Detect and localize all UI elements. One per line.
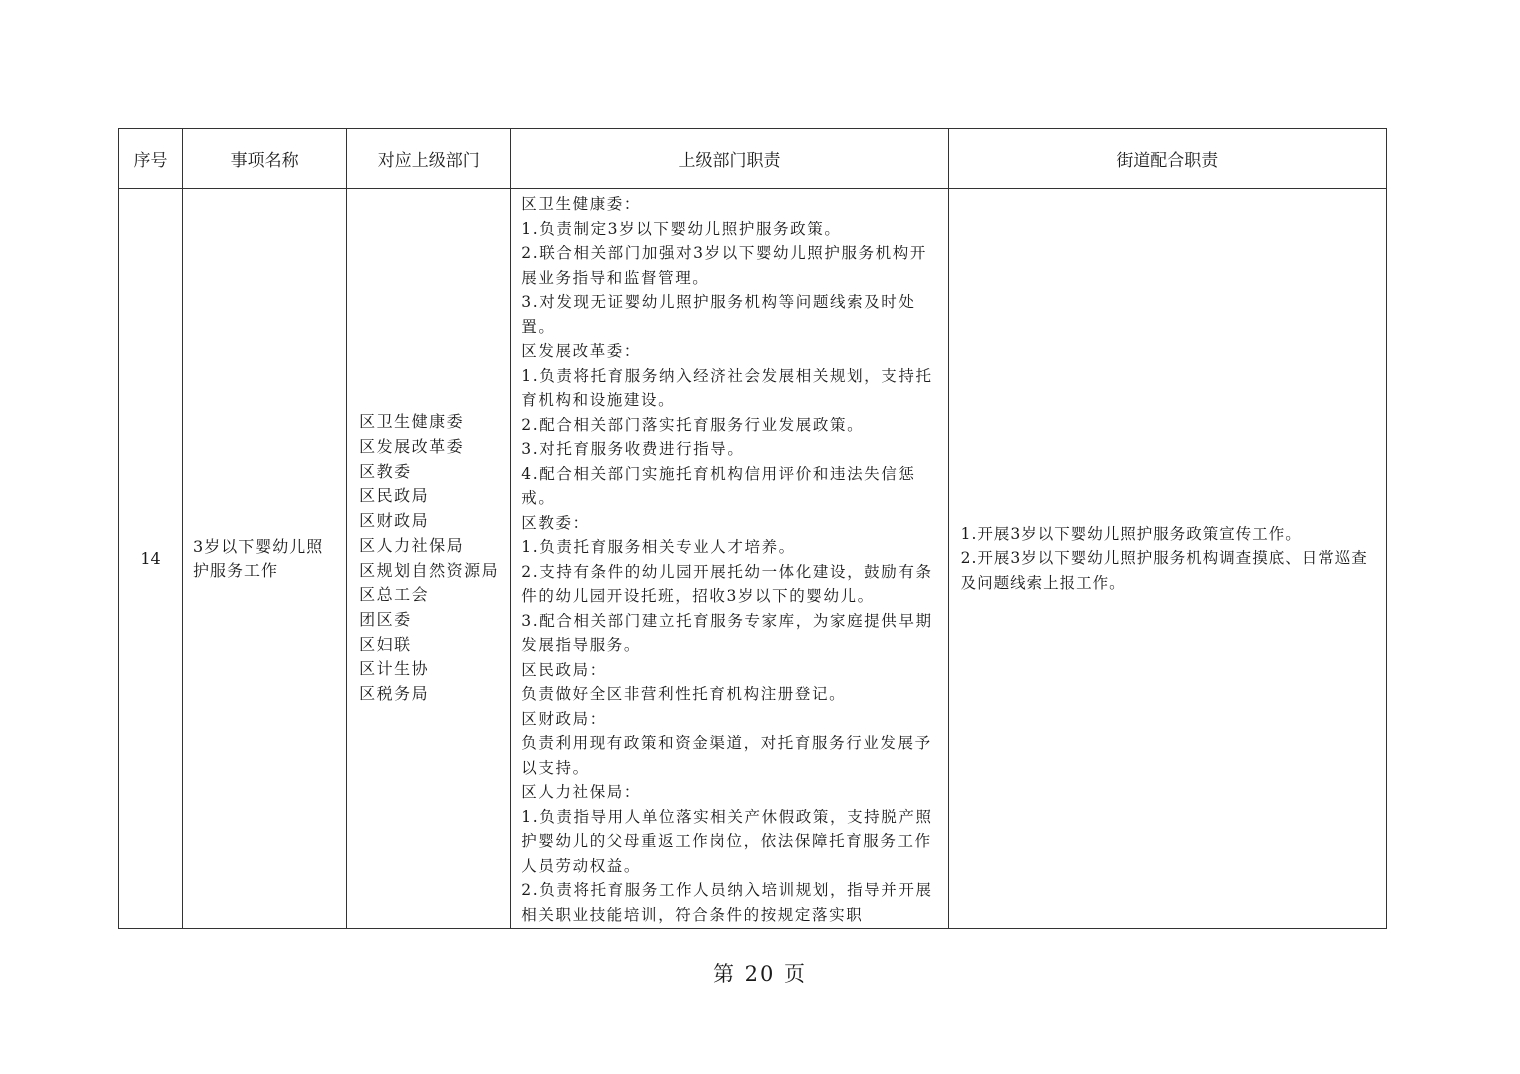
department-item: 区人力社保局 <box>359 535 465 555</box>
department-item: 团区委 <box>359 609 412 629</box>
responsibility-line: 区发展改革委： <box>521 342 641 360</box>
department-item: 区税务局 <box>359 684 430 704</box>
cell-departments <box>347 189 511 929</box>
responsibility-line: 1.负责将托育服务纳入经济社会发展相关规划，支持托育机构和设施建设。 <box>521 366 933 409</box>
street-duty-list <box>949 522 1386 596</box>
cell-item-name <box>183 189 347 929</box>
header-superior-dept: 对应上级部门 <box>347 129 511 189</box>
street-duty-item: 2.开展3岁以下婴幼儿照护服务机构调查摸底、日常巡查及问题线索上报工作。 <box>960 549 1368 592</box>
responsibility-line: 3.配合相关部门建立托育服务专家库，为家庭提供早期发展指导服务。 <box>521 611 933 654</box>
department-item: 区规划自然资源局 <box>359 560 500 580</box>
responsibility-line: 3.对托育服务收费进行指导。 <box>521 440 745 458</box>
department-item: 区财政局 <box>359 511 430 531</box>
table-header-row <box>119 129 1387 189</box>
department-item: 区民政局 <box>359 486 430 506</box>
responsibility-line: 2.支持有条件的幼儿园开展托幼一体化建设，鼓励有条件的幼儿园开设托班，招收3岁以下的婴幼儿。 <box>521 562 933 605</box>
responsibility-line: 区民政局： <box>521 660 607 679</box>
department-item: 区发展改革委 <box>359 436 465 456</box>
responsibility-line: 1.负责制定3岁以下婴幼儿照护服务政策。 <box>521 219 842 238</box>
department-list <box>347 410 510 706</box>
item-name-text: 3岁以下婴幼儿照护服务工作 <box>193 536 324 580</box>
seq-number: 14 <box>140 549 161 568</box>
responsibility-line: 1.负责托育服务相关专业人才培养。 <box>521 538 796 556</box>
cell-responsibilities <box>511 189 948 929</box>
responsibility-line: 负责利用现有政策和资金渠道，对托育服务行业发展予以支持。 <box>521 734 932 777</box>
responsibility-line: 负责做好全区非营利性托育机构注册登记。 <box>521 685 847 703</box>
header-item-name: 事项名称 <box>183 129 347 189</box>
department-item: 区教委 <box>359 461 412 481</box>
responsibility-line: 区卫生健康委： <box>521 195 641 213</box>
cell-street-duties <box>948 189 1386 929</box>
street-duty-item: 1.开展3岁以下婴幼儿照护服务政策宣传工作。 <box>960 524 1302 543</box>
page-number: 第 20 页 <box>712 962 808 986</box>
responsibility-line: 3.对发现无证婴幼儿照护服务机构等问题线索及时处置。 <box>521 293 916 336</box>
responsibility-line: 2.联合相关部门加强对3岁以下婴幼儿照护服务机构开展业务指导和监督管理。 <box>521 244 927 287</box>
responsibility-line: 4.配合相关部门实施托育机构信用评价和违法失信惩戒。 <box>521 464 916 507</box>
responsibility-list <box>511 189 947 928</box>
department-item: 区计生协 <box>359 659 430 679</box>
responsibility-line: 区人力社保局： <box>521 783 641 801</box>
department-item: 区卫生健康委 <box>359 412 465 432</box>
table-row <box>119 189 1387 929</box>
responsibility-line: 区教委： <box>521 513 590 532</box>
responsibility-line: 2.配合相关部门落实托育服务行业发展政策。 <box>521 415 865 434</box>
responsibility-line: 2.负责将托育服务工作人员纳入培训规划，指导并开展相关职业技能培训，符合条件的按规定落实职 <box>521 881 933 924</box>
responsibility-line: 区财政局： <box>521 709 607 728</box>
duty-table <box>118 128 1387 929</box>
department-item: 区妇联 <box>359 634 412 654</box>
header-superior-resp: 上级部门职责 <box>511 129 948 189</box>
header-street-duty: 街道配合职责 <box>948 129 1386 189</box>
header-seq: 序号 <box>119 129 183 189</box>
department-item: 区总工会 <box>359 585 430 605</box>
responsibility-line: 1.负责指导用人单位落实相关产休假政策，支持脱产照护婴幼儿的父母重返工作岗位，依法保障托育服务工作人员劳动权益。 <box>521 807 933 875</box>
cell-seq <box>119 189 183 929</box>
